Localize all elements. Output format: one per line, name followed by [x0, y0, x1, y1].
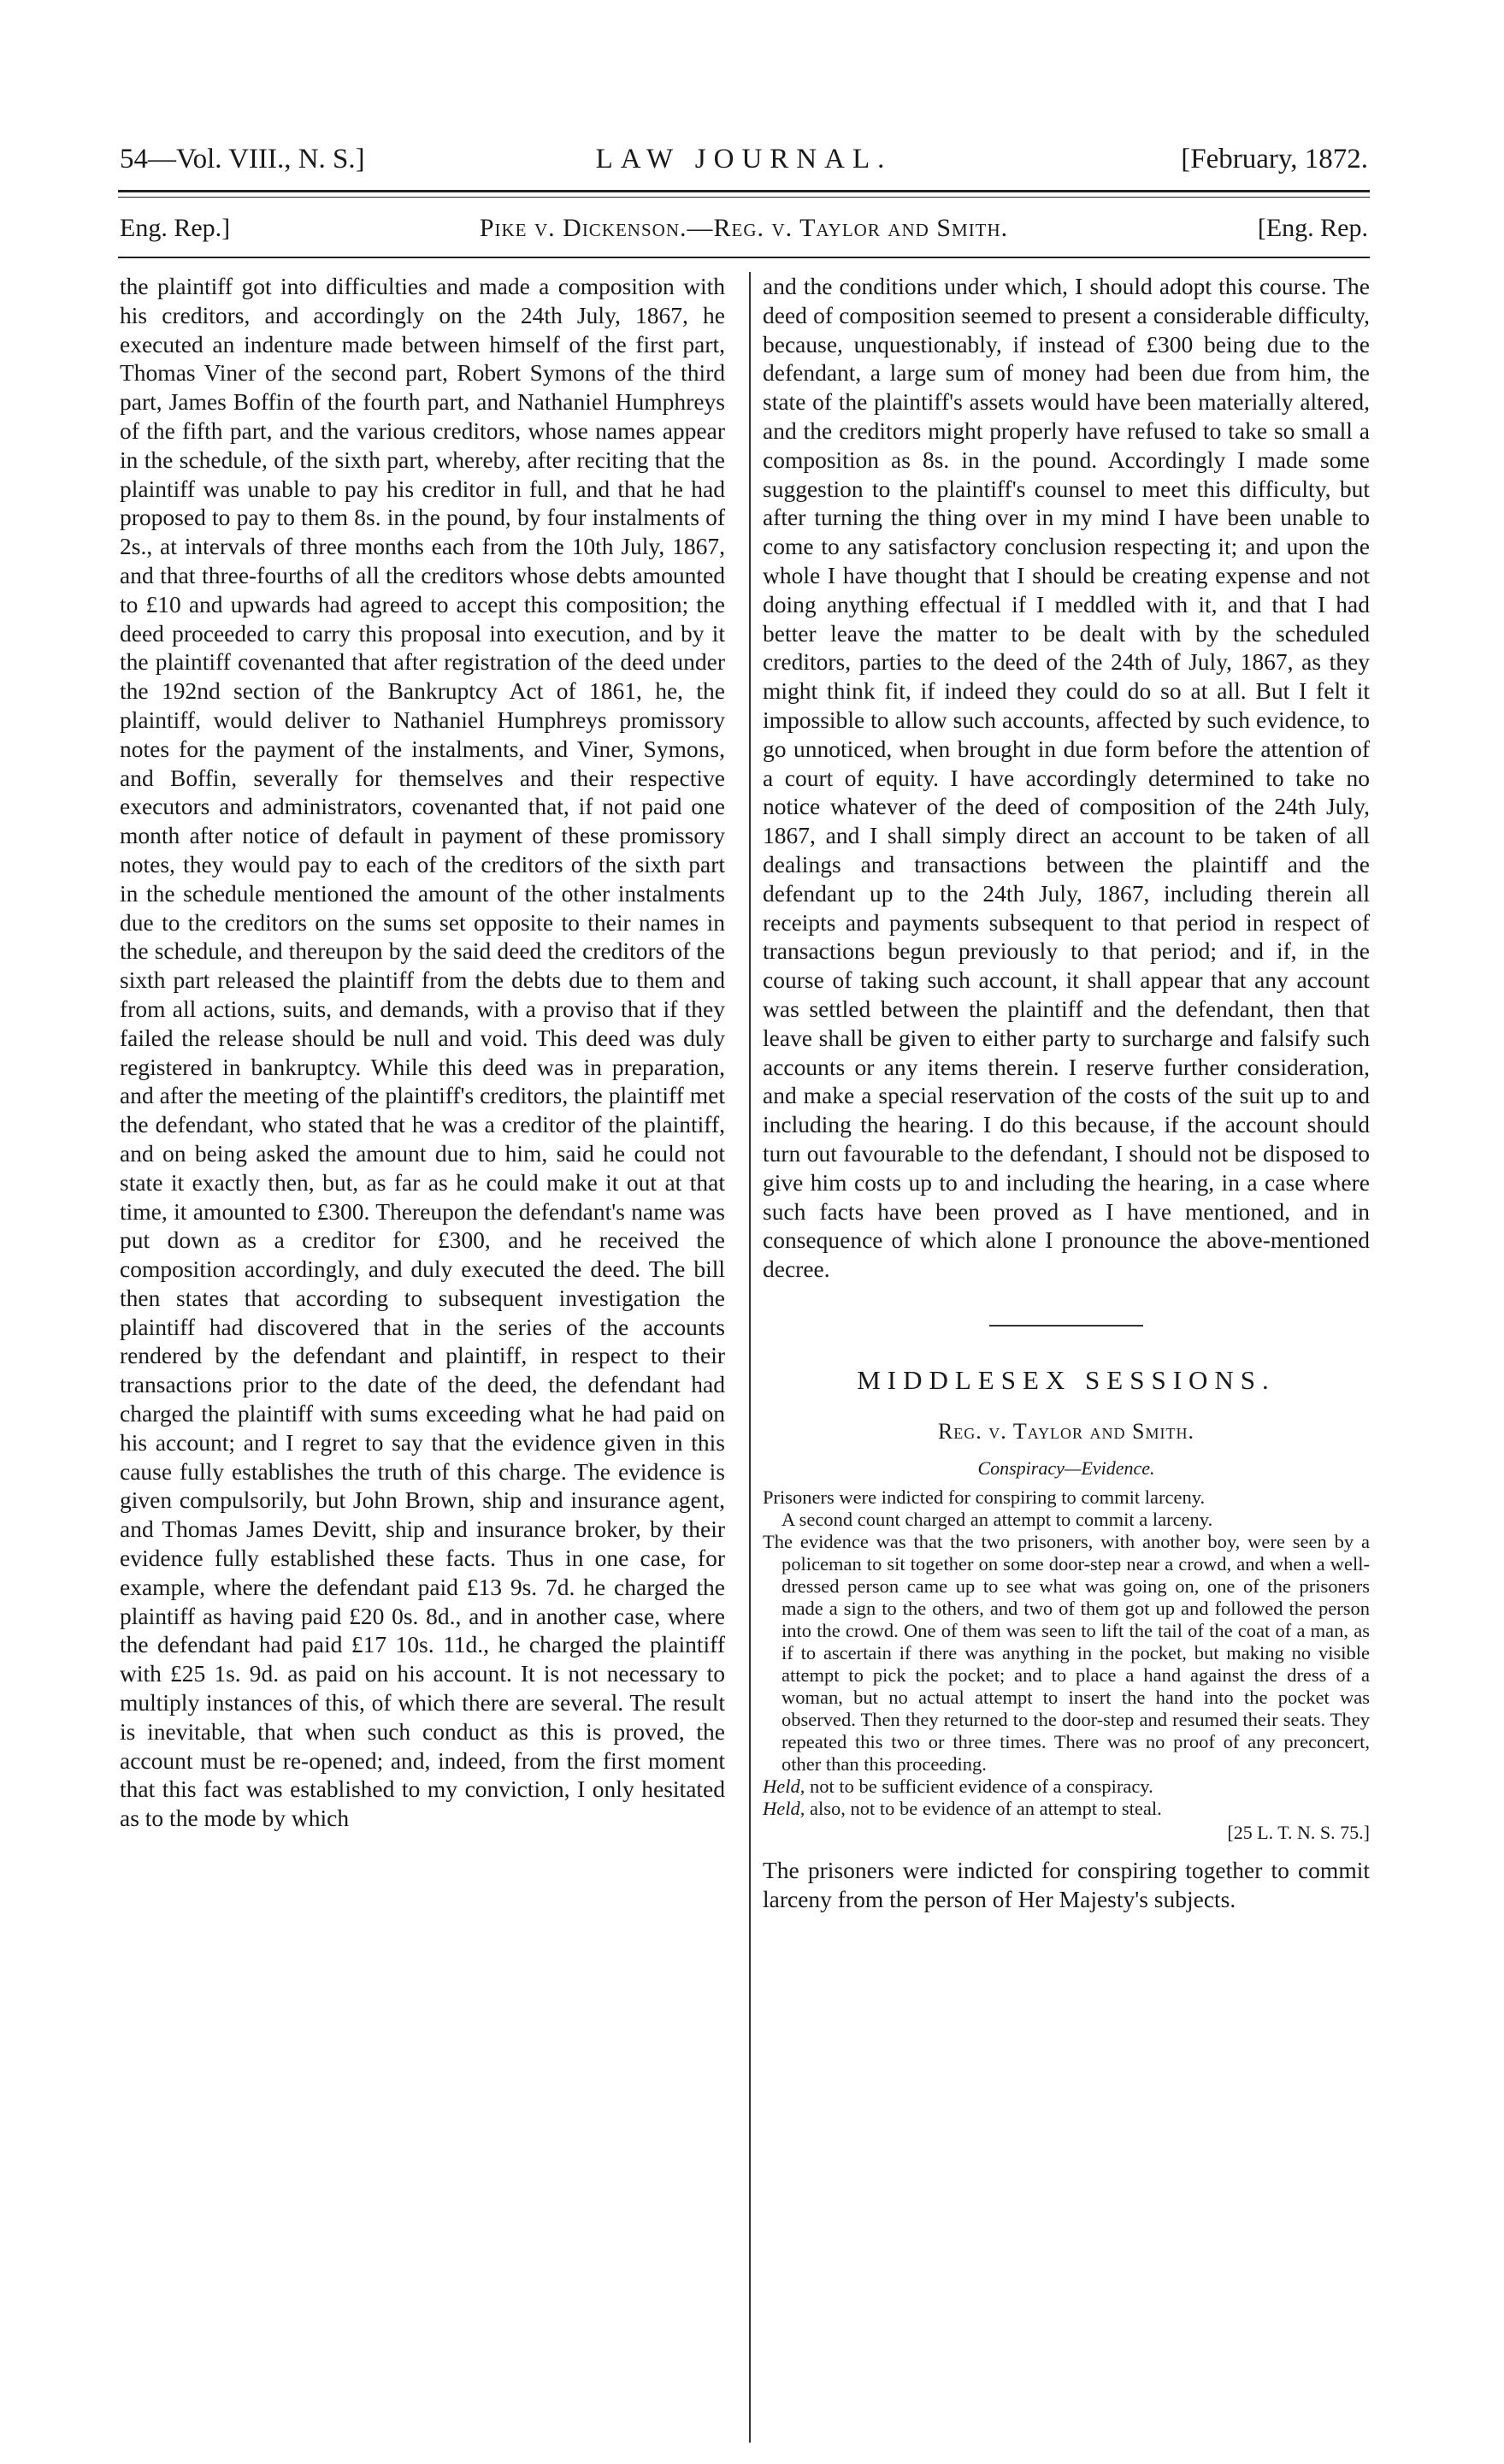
- running-header: [120, 144, 1368, 186]
- held-label: Held,: [763, 1776, 805, 1798]
- judgment-conclusion-paragraph: and the conditions under which, I should adopt this course. The deed of composition seemed to present a considerable difficulty, because, unquestionably, if instead of £300 being due to the defendant, a large sum of money had been due from him, the state of the plaintiff's assets would have been materially altered, and the creditors might properly have refused to take so small a composition as 8s. in the pound. Accordingly I made some suggestion to the plaintiff's counsel to meet this difficulty, but after turning the thing over in my mind I have been unable to come to any satisfactory conclusion respecting it; and upon the whole I have thought that I should be creating expense and not doing anything effectual if I meddled with it, and that I had better leave the matter to be dealt with by the scheduled creditors, parties to the deed of the 24th of July, 1867, as they might think fit, if indeed they could do so at all. But I felt it impossible to allow such accounts, affected by such evidence, to go unnoticed, when brought in due form before the attention of a court of equity. I have accordingly determined to take no notice whatever of the deed of composition of the 24th July, 1867, and I shall simply direct an account to be taken of all dealings and transactions between the plaintiff and the defendant up to the 24th July, 1867, including therein all receipts and payments subsequent to that period in respect of transactions begun previously to that period; and if, in the course of taking such account, it shall appear that any account was settled between the plaintiff and the defendant, then that leave shall be given to either party to surcharge and falsify such accounts or any items therein. I reserve further consideration, and make a special reservation of the costs of the suit up to and including the hearing. I do this because, if the account should turn out favourable to the defendant, I should not be disposed to give him costs up to and including the hearing, in a case where such facts have been proved as I have mentioned, and in consequence of which alone I pronounce the above-mentioned decree.: [763, 273, 1370, 1283]
- opening-paragraph: The prisoners were indicted for conspiring together to commit larceny from the person of Her Majesty's subjects.: [763, 1857, 1370, 1913]
- left-column-paragraph: the plaintiff got into difficulties and made a composition with his creditors, and accordingly on the 24th July, 1867, he executed an indenture made between himself of the first part, Thomas Viner of the second part, Robert Symons of the third part, James Boffin of the fourth part, and Nathaniel Humphreys of the fifth part, and the various creditors, whose names appear in the schedule, of the sixth part, whereby, after reciting that the plaintiff was unable to pay his creditor in full, and that he had proposed to pay to them 8s. in the pound, by four instalments of 2s., at intervals of three months each from the 10th July, 1867, and that three-fourths of all the creditors whose debts amounted to £10 and upwards had agreed to accept this composition; the deed proceeded to carry this proposal into execution, and by it the plaintiff covenanted that after registration of the deed under the 192nd section of the Bankruptcy Act of 1861, he, the plaintiff, would deliver to Nathaniel Humphreys promissory notes for the payment of the instalments, and Viner, Symons, and Boffin, severally for themselves and their respective executors and administrators, covenanted that, if not paid one month after notice of default in payment of these promissory notes, they would pay to each of the creditors of the sixth part in the schedule mentioned the amount of the other instalments due to the creditors on the sums set opposite to their names in the schedule, and thereupon by the said deed the creditors of the sixth part released the plaintiff from the debts due to them and from all actions, suits, and demands, with a proviso that if they failed the release should be null and void. This deed was duly registered in bankruptcy. While this deed was in preparation, and after the meeting of the plaintiff's creditors, the plaintiff met the defendant, who stated that he was a creditor of the plaintiff, and on being asked the amount due to him, said he could not state it exactly then, but, as far as he could make it out at that time, it amounted to £300. Thereupon the defendant's name was put down as a creditor for £300, and he received the composition accordingly, and duly executed the deed. The bill then states that according to subsequent investigation the plaintiff had discovered that in the series of the accounts rendered by the defendant and plaintiff, in respect to their transactions prior to the date of the deed, the defendant had charged the plaintiff with sums exceeding what he had paid on his account; and I regret to say that the evidence given in this cause fully establishes the truth of this charge. The evidence is given compulsorily, but John Brown, ship and insurance agent, and Thomas James Devitt, ship and insurance broker, by their evidence fully established these facts. Thus in one case, for example, where the defendant paid £13 9s. 7d. he charged the plaintiff as having paid £20 0s. 8d., and in another case, where the defendant had paid £17 10s. 11d., he charged the plaintiff with £25 1s. 9d. as paid on his account. It is not necessary to multiply instances of this, of which there are several. The result is inevitable, that when such conduct as this is proved, the account must be re-opened; and, indeed, from the first moment that this fact was established to my conviction, I only hesitated as to the mode by which: [120, 273, 725, 1832]
- journal-title: LAW JOURNAL.: [595, 144, 893, 174]
- case-subject: Conspiracy—Evidence.: [977, 1457, 1155, 1480]
- report-label-left: Eng. Rep.]: [120, 214, 231, 242]
- column-divider: [749, 272, 751, 2443]
- case-names: Pike v. Dickenson.—Reg. v. Taylor and Smith.: [479, 214, 1009, 242]
- headnote-charge: Prisoners were indicted for conspiring to commit larceny.: [763, 1486, 1206, 1509]
- headnote: [763, 1486, 1370, 1844]
- headnote-second-count: A second count charged an attempt to commit a larceny.: [781, 1509, 1213, 1531]
- case-running-header: [120, 214, 1368, 248]
- left-column: [120, 272, 725, 1833]
- report-label-right: [Eng. Rep.: [1257, 214, 1368, 242]
- held-text: also, not to be evidence of an attempt to steal.: [805, 1798, 1162, 1820]
- section-separator: [989, 1325, 1143, 1327]
- held-label: Held,: [763, 1798, 805, 1820]
- headnote-held-2: [763, 1798, 1370, 1820]
- report-citation: [25 L. T. N. S. 75.]: [1227, 1822, 1370, 1844]
- issue-date: [February, 1872.: [1181, 144, 1368, 174]
- right-column: [763, 272, 1370, 1914]
- page-volume-label: 54—Vol. VIII., N. S.]: [120, 144, 365, 174]
- case-title: Reg. v. Taylor and Smith.: [937, 1418, 1195, 1444]
- headnote-evidence: The evidence was that the two prisoners, with another boy, were seen by a policeman to sit together on some door-step near a crowd, and when a well-dressed person came up to see what was going on, one of the prisoners made a sign to the others, and two of them got up and followed the person into the crowd. One of them was seen to lift the tail of the coat of a man, as if to ascertain if there was anything in the pocket, but making no visible attempt to pick the pocket; and to place a hand against the dress of a woman, but no actual attempt to insert the hand into the pocket was observed. Then they returned to the door-step and resumed their seats. They repeated this two or three times. There was no proof of any preconcert, other than this proceeding.: [763, 1531, 1370, 1776]
- section-heading: MIDDLESEX SESSIONS.: [857, 1364, 1276, 1395]
- header-double-rule: [118, 190, 1370, 198]
- headnote-held-1: [763, 1776, 1370, 1798]
- subheader-rule: [118, 257, 1370, 258]
- held-text: not to be sufficient evidence of a conspiracy.: [805, 1776, 1153, 1798]
